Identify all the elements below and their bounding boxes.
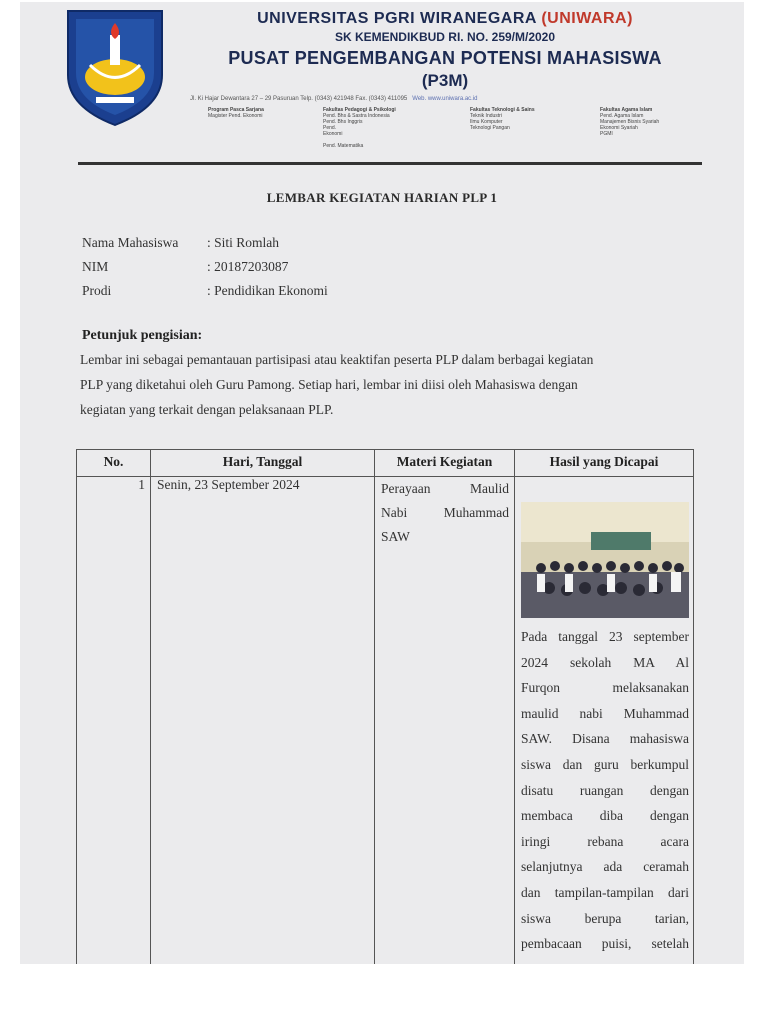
instruction-line: PLP yang diketahui oleh Guru Pamong. Setiap hari, lembar ini diisi oleh Mahasiswa dengan xyxy=(80,377,578,392)
field-label: Nama Mahasiswa xyxy=(82,235,179,250)
column-header-activity: Materi Kegiatan xyxy=(396,454,493,469)
letterhead-divider xyxy=(78,162,702,165)
university-abbreviation: (UNIWARA) xyxy=(541,10,633,27)
document-page xyxy=(20,2,744,964)
department-column: Fakultas Agama Islam Pend. Agama Islam Manajemen Bisnis Syariah Ekonomi Syariah PGMI xyxy=(600,107,660,137)
field-label: Prodi xyxy=(82,283,112,298)
center-abbreviation: (P3M) xyxy=(421,71,469,90)
field-value: : 20187203087 xyxy=(207,259,289,274)
department-list xyxy=(208,107,708,167)
field-nim xyxy=(82,259,289,275)
instruction-heading: Petunjuk pengisian: xyxy=(82,328,203,343)
field-value: : Siti Romlah xyxy=(207,235,280,250)
column-header-result: Hasil yang Dicapai xyxy=(549,454,659,469)
department-column: Program Pasca Sarjana Magister Pend. Ekonomi xyxy=(208,107,264,119)
column-header-date: Hari, Tanggal xyxy=(222,454,303,469)
department-column: Fakultas Teknologi & Sains Teknik Industri Ilmu Komputer Teknologi Pangan xyxy=(470,107,535,131)
activity-photo xyxy=(521,502,689,618)
instruction-line: Lembar ini sebagai pemantauan partisipasi atau keaktifan peserta PLP dalam berbagai kegiatan xyxy=(80,352,594,367)
row-result: Pada tanggal 23 september 2024 sekolah MA Al Furqon melaksanakan maulid nabi Muhammad SAW. Disana mahasiswa siswa dan guru berkumpul disatu ruangan dengan membaca diba dengan iringi rebana acara selanjutnya ada ceramah dan tampilan-tampilan dari siswa berupa tarian, pembacaan puisi, setelah xyxy=(521,629,689,952)
decree-number: SK KEMENDIKBUD RI. NO. 259/M/2020 xyxy=(334,30,556,44)
document-title: LEMBAR KEGIATAN HARIAN PLP 1 xyxy=(266,190,498,205)
field-value: : Pendidikan Ekonomi xyxy=(207,283,328,298)
letterhead xyxy=(170,10,720,91)
letterhead-web: Web. www.uniwara.ac.id xyxy=(412,96,478,102)
activity-table xyxy=(76,449,694,964)
row-number: 1 xyxy=(138,477,145,492)
department-column: Fakultas Pedagogi & Psikologi Pend. Bhs & Sastra Indonesia Pend. Bhs Inggris Pend. Ekonomi Pend. Matematika xyxy=(323,107,396,149)
letterhead-address: Jl. Ki Hajar Dewantara 27 – 29 Pasuruan Telp. (0343) 421948 Fax. (0343) 411095 Web. www.uniwara.ac.id xyxy=(190,96,478,102)
university-logo xyxy=(60,5,170,127)
field-label: NIM xyxy=(82,259,109,274)
university-name: UNIVERSITAS PGRI WIRANEGARA (UNIWARA) xyxy=(257,10,633,27)
column-header-no: No. xyxy=(103,454,124,469)
instruction-line: kegiatan yang terkait dengan pelaksanaan PLP. xyxy=(80,402,334,417)
row-activity: Perayaan Maulid Nabi Muhammad SAW xyxy=(381,481,509,544)
field-student-name xyxy=(82,235,280,251)
center-name: PUSAT PENGEMBANGAN POTENSI MAHASISWA xyxy=(228,48,662,68)
row-date: Senin, 23 September 2024 xyxy=(157,477,300,492)
field-prodi xyxy=(82,283,328,299)
